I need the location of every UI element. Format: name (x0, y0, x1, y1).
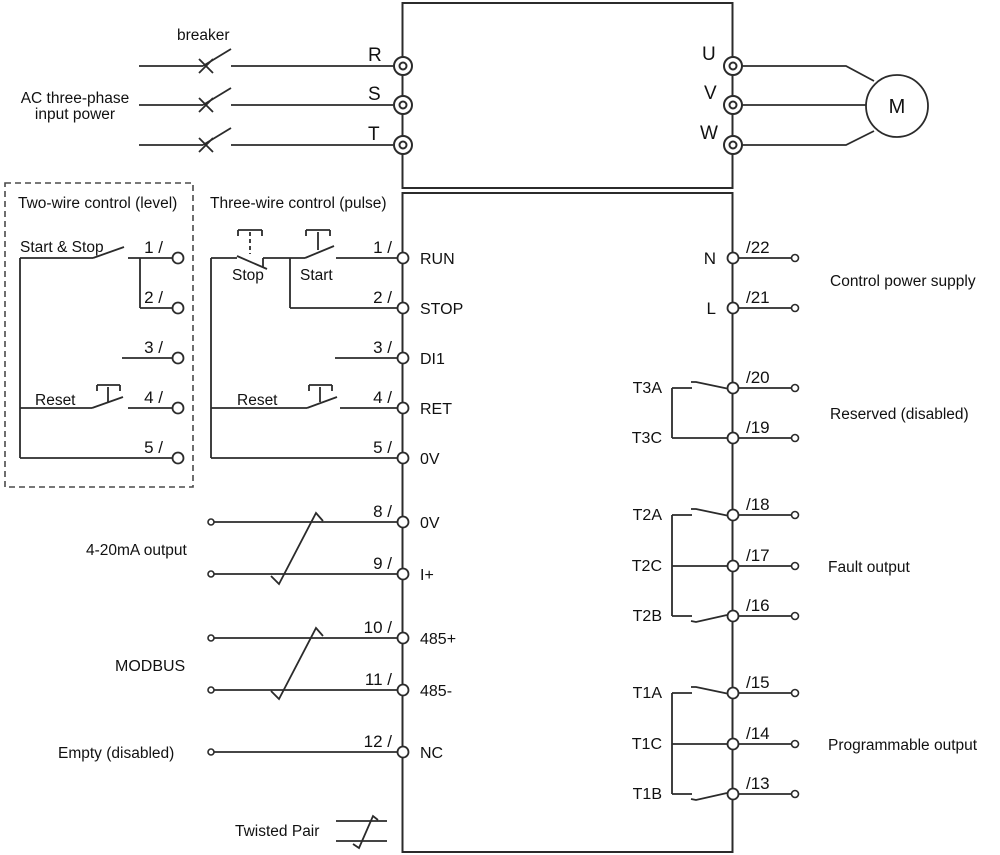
analog-wire-end-2 (208, 571, 214, 577)
terminal-num-4: 4 / (373, 388, 392, 407)
two-wire-terminal-4 (173, 403, 184, 414)
terminal-17 (728, 561, 739, 572)
relay-t2a-blade (691, 509, 727, 516)
num-19: /19 (746, 418, 770, 437)
terminal-num-11: 11 / (364, 670, 392, 689)
terminal-w-label: W (700, 123, 718, 144)
wire-end-21 (792, 305, 799, 312)
breaker-label: breaker (177, 27, 230, 44)
right-output-wires (739, 258, 791, 794)
control-power-label: Control power supply (830, 273, 976, 290)
three-wire-control-section (210, 195, 398, 458)
terminal-name-iplus: I+ (420, 567, 434, 584)
terminal-n (728, 253, 739, 264)
terminal-0v-a (398, 453, 409, 464)
two-wire-terminal-3 (173, 353, 184, 364)
modbus-wire-end-2 (208, 687, 214, 693)
wire-end-18 (792, 512, 799, 519)
two-wire-terminal-2 (173, 303, 184, 314)
two-wire-num-4: 4 / (144, 388, 163, 407)
analog-wires (215, 522, 398, 574)
two-wire-num-2: 2 / (144, 288, 163, 307)
relay-t3a-blade (691, 382, 727, 389)
terminal-num-10: 10 / (363, 618, 392, 637)
terminal-nc (398, 747, 409, 758)
terminal-name-ret: RET (420, 401, 452, 418)
terminal-di1 (398, 353, 409, 364)
terminal-name-0v-b: 0V (420, 515, 440, 532)
three-wire-reset-blade (307, 397, 337, 408)
label-l: L (706, 299, 716, 318)
terminal-name-nc: NC (420, 745, 444, 762)
num-18: /18 (746, 495, 770, 514)
terminal-name-run: RUN (420, 251, 455, 268)
source-label-line2: input power (34, 106, 116, 123)
label-t1b: T1B (632, 786, 662, 803)
source-label-line1: AC three-phase (20, 90, 130, 107)
breaker-blade-r (203, 49, 231, 66)
terminal-num-1: 1 / (373, 238, 392, 257)
terminal-l (728, 303, 739, 314)
motor-w-wire (742, 131, 874, 145)
three-wire-reset-label: Reset (237, 392, 278, 409)
terminal-485p (398, 633, 409, 644)
motor-u-wire (742, 66, 874, 81)
num-14: /14 (746, 724, 770, 743)
terminal-name-485p: 485+ (420, 631, 457, 648)
terminal-v-label: V (704, 83, 717, 104)
num-21: /21 (746, 288, 770, 307)
terminal-name-stop: STOP (420, 301, 464, 318)
terminal-name-di1: DI1 (420, 351, 445, 368)
twisted-pair-legend-lines (336, 821, 387, 841)
relay-t2b-blade (691, 615, 727, 622)
motor-output-section (700, 44, 928, 154)
terminal-0v-b (398, 517, 409, 528)
io-wires-section (58, 513, 398, 762)
two-wire-terminal-5 (173, 453, 184, 464)
terminal-num-9: 9 / (373, 554, 392, 573)
terminal-15 (728, 688, 739, 699)
terminal-19 (728, 433, 739, 444)
terminal-num-12: 12 / (363, 732, 392, 751)
terminal-i-plus (398, 569, 409, 580)
num-20: /20 (746, 368, 770, 387)
terminal-name-0v-a: 0V (420, 451, 440, 468)
num-15: /15 (746, 673, 770, 692)
two-wire-reset-label: Reset (35, 392, 76, 409)
terminal-ret (398, 403, 409, 414)
terminal-num-3: 3 / (373, 338, 392, 357)
terminal-20 (728, 383, 739, 394)
wire-end-19 (792, 435, 799, 442)
twisted-pair-label: Twisted Pair (235, 823, 320, 840)
label-n: N (703, 249, 716, 268)
two-wire-dashed-border (5, 183, 193, 487)
num-16: /16 (746, 596, 770, 615)
output-terminal-rings (724, 57, 742, 154)
terminal-14 (728, 739, 739, 750)
wire-end-15 (792, 690, 799, 697)
terminal-u-label: U (702, 44, 716, 65)
terminal-t-label: T (368, 124, 380, 145)
fault-output-label: Fault output (828, 559, 910, 576)
label-t1c: T1C (631, 736, 662, 753)
terminal-num-5: 5 / (373, 438, 392, 457)
two-wire-num-3: 3 / (144, 338, 163, 357)
label-t3c: T3C (631, 430, 662, 447)
terminal-16 (728, 611, 739, 622)
label-t2a: T2A (632, 507, 662, 524)
terminal-num-2: 2 / (373, 288, 392, 307)
control-section-box (403, 193, 733, 852)
right-terminal-rows (632, 238, 978, 803)
terminal-13 (728, 789, 739, 800)
terminal-18 (728, 510, 739, 521)
two-wire-num-1: 1 / (144, 238, 163, 257)
two-wire-control-box (5, 183, 193, 487)
start-button-label: Start (300, 267, 333, 284)
terminal-485n (398, 685, 409, 696)
terminal-r-label: R (368, 45, 382, 66)
label-t3a: T3A (632, 380, 662, 397)
num-22: /22 (746, 238, 770, 257)
start-plunger-icon (306, 230, 330, 250)
relay-t3-bracket (672, 388, 728, 438)
two-wire-num-5: 5 / (144, 438, 163, 457)
programmable-label: Programmable output (828, 737, 978, 754)
wire-end-13 (792, 791, 799, 798)
terminal-name-485n: 485- (420, 683, 453, 700)
empty-wire-end (208, 749, 214, 755)
terminal-num-8: 8 / (373, 502, 392, 521)
terminal-stop (398, 303, 409, 314)
reserved-label: Reserved (disabled) (830, 406, 969, 423)
modbus-wire-end-1 (208, 635, 214, 641)
wire-end-20 (792, 385, 799, 392)
wire-end-14 (792, 741, 799, 748)
twisted-pair-legend (235, 816, 387, 848)
terminal-s-label: S (368, 84, 381, 105)
breaker-blade-t (203, 128, 231, 145)
power-input-section (21, 27, 412, 154)
breaker-blade-s (203, 88, 231, 105)
relay-t1-bracket (672, 693, 728, 794)
start-stop-label: Start & Stop (20, 239, 104, 256)
num-17: /17 (746, 546, 770, 565)
label-t2c: T2C (631, 558, 662, 575)
analog-wire-end-1 (208, 519, 214, 525)
two-wire-terminal-1 (173, 253, 184, 264)
input-terminal-rings (394, 57, 412, 154)
start-contact-blade (305, 246, 334, 258)
power-section-box (403, 3, 733, 188)
motor-label: M (888, 96, 906, 118)
label-t2b: T2B (632, 608, 662, 625)
relay-t2-bracket (672, 515, 728, 616)
num-13: /13 (746, 774, 770, 793)
wire-end-16 (792, 613, 799, 620)
modbus-label: MODBUS (115, 658, 186, 675)
wire-end-22 (792, 255, 799, 262)
stop-button-label: Stop (232, 267, 264, 284)
relay-t1b-blade (691, 793, 727, 800)
empty-label: Empty (disabled) (58, 745, 175, 762)
terminal-run (398, 253, 409, 264)
wire-end-17 (792, 563, 799, 570)
analog-output-label: 4-20mA output (86, 542, 187, 559)
two-wire-title: Two-wire control (level) (18, 195, 178, 212)
label-t1a: T1A (632, 685, 662, 702)
three-wire-title: Three-wire control (pulse) (210, 195, 387, 212)
left-terminal-rows (364, 238, 464, 762)
two-wire-reset-plunger-icon (97, 385, 120, 403)
relay-t1a-blade (691, 687, 727, 694)
